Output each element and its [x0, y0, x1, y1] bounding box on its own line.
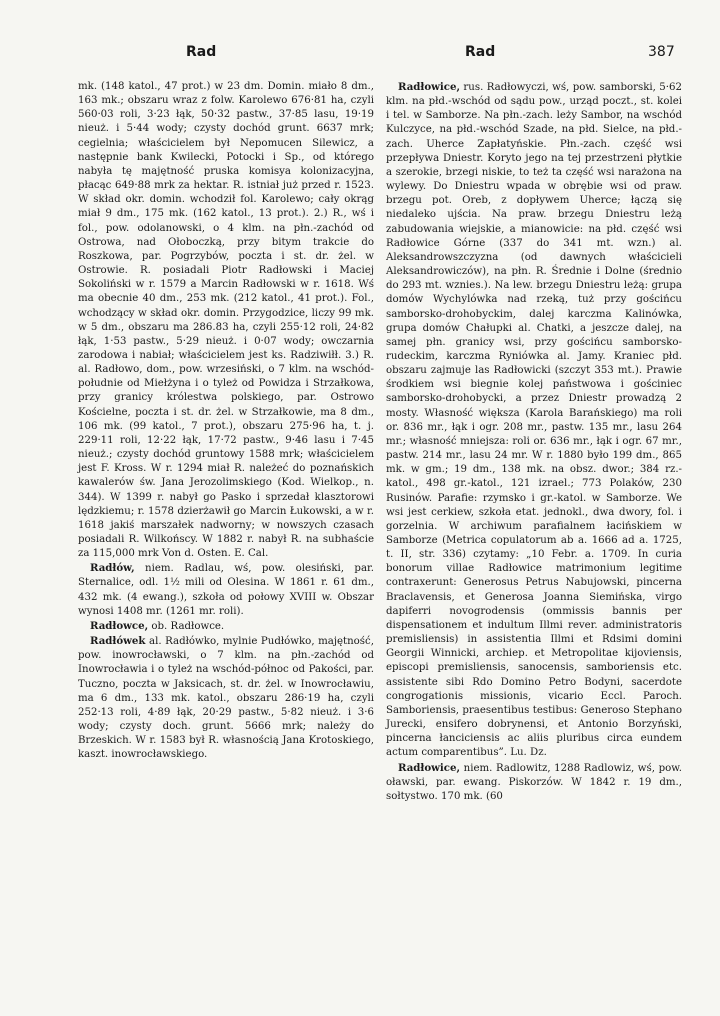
entry-body: ob. Radłowce. — [151, 620, 225, 632]
dictionary-entry — [78, 634, 374, 762]
running-head-left: Rad — [186, 44, 217, 60]
entry-headword: Radłowce, — [90, 619, 149, 632]
page-number: 387 — [648, 44, 675, 60]
entry-body: niem. Radlowitz, 1288 Radlowiz, wś, pow. oławski, par. ewang. Piskorzów. W 1842 r. 19 dm., sołtystwo. 170 mk. (60 — [386, 762, 683, 802]
dictionary-entry — [386, 80, 682, 761]
entry-body: rus. Radłowyczi, wś, pow. samborski, 5·62 klm. na płd.-wschód od sądu pow., urząd poczt., st. kolei i tel. w Samborze. Na płn.-zach. leży Sambor, na wschód Kulczyce, na płd.-wschód Szade, na płd. Sielce, na płd.-zach. Uherce Zapłatyńskie. Płn.-zach. część wsi przepływa Dniestr. Koryto jego na tej przestrzeni płytkie a szerokie, brzegi niskie, to też ta część wsi narażona na wylewy. Do Dniestru wpada w obrębie wsi od praw. brzegu pot. Oreb, z dopływem Uherce; łączą się niedaleko ujścia. Na praw. brzegu Dniestru leżą zabudowania wiejskie, a mianowicie: na płd. część wsi Radłowice Górne (337 do 341 mt. wzn.) al. Aleksandrowszczyzna (od dawnych właścicieli Aleksandrowiczów), na płn. R. Średnie i Dolne (średnio do 293 mt. wznies.). Na lew. brzegu Dniestru leżą: grupa domów Wychylówka nad rzeką, tuż przy gościńcu samborsko-drohobyckim, dalej karczma Kalinówka, grupa domów Chałupki al. Chatki, a jeszcze dalej, na samej płn. granicy wsi, przy gościńcu samborsko-rudeckim, karczma Ryniówka al. Jamy. Kraniec płd. obszaru zajmuje las Radłowicki (szczyt 353 mt.). Prawie środkiem wsi biegnie kolej państwowa i gościniec samborsko-drohobycki, a przez Dniestr prowadzą 2 mosty. Własność większa (Karola Barańskiego) ma roli or. 836 mr., łąk i ogr. 208 mr., pastw. 135 mr., lasu 264 mr.; własność mniejsza: roli or. 636 mr., łąk i ogr. 67 mr., pastw. 214 mr., lasu 24 mr. W r. 1880 było 199 dm., 865 mk. w gm.; 19 dm., 138 mk. na obsz. dwor.; 384 rz.-katol., 498 gr.-katol., 121 izrael.; 773 Polaków, 230 Rusinów. Parafie: rzymsko i gr.-katol. w Samborze. We wsi jest cerkiew, szkoła etat. jednokl., dwa dwory, fol. i gorzelnia. W archiwum parafialnem łacińskiem w Samborze (Metrica copulatorum ab a. 1666 ad a. 1725, t. II, str. 336) czytamy: „10 Febr. a. 1709. In curia bonorum villae Radłowice matrimonium legitime contraxerunt: Generosus Petrus Nabujowski, pincerna Braclavensis, et Generosa Joanna Siemińska, virgo dapiferri novogrodensis (ommissis bannis per dispensationem et indultum Illmi rever. administratoris premisliensis) in assistentia Illmi et Rdsimi domini Georgii Winnicki, archiep. et Metropolitae kijoviensis, episcopi premisliensis, sanocensis, samboriensis etc. assistente sibi Rdo Domino Petro Bodyni, sacerdote congrogationis missionis, vicario Eccl. Paroch. Samboriensis, praesentibus testibus: Generoso Stephano Jurecki, ensifero dobrynensi, et Antonio Borzyński, pincerna łanciciensis ac aliis pluribus circa eundem actum comparentibus”. Lu. Dz. — [386, 82, 682, 759]
dictionary-entry — [78, 561, 374, 619]
entry-body: niem. Radlau, wś, pow. olesiński, par. Sternalice, odl. 1½ mili od Olesina. W 1861 r. 61 dm., 432 mk. (4 ewang.), szkoła od połowy XVIII w. Obszar wynosi 1408 mr. (1261 mr. roli). — [78, 563, 375, 617]
entry-headword: Radłów, — [90, 562, 135, 575]
entry-headword: Radłowice, — [398, 81, 461, 93]
entry-headword: Radłowice, — [398, 761, 461, 774]
entry-headword: Radłówek — [90, 635, 146, 648]
continued-entry-text: mk. (148 katol., 47 prot.) w 23 dm. Domin. miało 8 dm., 163 mk.; obszaru wraz z folw. Karolewo 676·81 ha, czyli 560·03 roli, 3·23 łąk, 50·32 pastw., 37·85 lasu, 19·19 nieuż. i 5·44 wody; czysty dochód grunt. 6637 mrk; cegielnia; właścicielem był Nepomucen Silewicz, a następnie bank Kwilecki, Potocki i Sp., od którego nabyła tę majętność pruska komisya kolonizacyjna, płacąc 649·88 mrk za hektar. R. istniał już przed r. 1523. W skład okr. domin. wchodził fol. Karolewo; cały okrąg miał 9 dm., 175 mk. (162 katol., 13 prot.). 2.) R., wś i fol., pow. odolanowski, o 4 klm. na płn.-zachód od Ostrowa, nad Ołoboczką, przy bitym trakcie do Roszkowa, par. Pogrzybów, poczta i st. dr. żel. w Ostrowie. R. posiadali Piotr Radłowski i Maciej Sokoliński w r. 1579 a Marcin Radłowski w r. 1618. Wś ma obecnie 40 dm., 253 mk. (212 katol., 41 prot.). Fol., wchodzący w skład okr. domin. Przygodzice, liczy 99 mk. w 5 dm., obszaru ma 286.83 ha, czyli 255·12 roli, 24·82 łąk, 1·53 pastw., 5·29 nieuż. i 0·07 wody; owczarnia zarodowa i nabiał; właścicielem jest ks. Radziwiłł. 3.) R. al. Radłowo, dom., pow. wrzesiński, o 7 klm. na wschód-południe od Miełżyna i o tyleż od Powidza i Strzałkowa, przy granicy królestwa polskiego, par. Ostrowo Kościelne, poczta i st. dr. żel. w Strzałkowie, ma 8 dm., 106 mk. (99 katol., 7 prot.), obszaru 275·96 ha, t. j. 229·11 roli, 12·22 łąk, 17·72 pastw., 9·46 lasu i 7·45 nieuż.; czysty dochód gruntowy 1588 mrk; właścicielem jest F. Kross. W r. 1294 miał R. należeć do poznańskich kawalerów św. Jana Jerozolimskiego (Kod. Wielkop., n. 344). W 1399 r. nabył go Pasko i sprzedał klasztorowi lędzkiemu; r. 1578 dzierżawił go Marcin Łukowski, a w r. 1618 jakiś marszałek nadworny; w nowszych czasach posiadali R. Wilkońscy. W 1882 r. nabył R. na subhaście za 115,000 mrk Von d. Osten. E. Cal. — [78, 81, 374, 560]
dictionary-entry — [386, 761, 682, 804]
running-head-right: Rad — [465, 44, 496, 60]
left-column — [78, 80, 374, 763]
dictionary-entry — [78, 619, 374, 634]
entry-body: al. Radłówko, mylnie Pudłówko, majętność, pow. inowrocławski, o 7 klm. na płn.-zachód od Inowrocławia i o tyleż na wschód-północ od Pakości, par. Tuczno, poczta w Jaksicach, st. dr. żel. w Inowrocławiu, ma 6 dm., 133 mk. katol., obszaru 286·19 ha, czyli 252·13 roli, 4·89 łąk, 20·29 pastw., 5·82 nieuż. i 3·6 wody; czysty doch. grunt. 5666 mrk; należy do Brzeskich. W r. 1583 był R. własnością Jana Krotoskiego, kaszt. inowrocławskiego. — [78, 636, 374, 761]
right-column — [386, 80, 682, 804]
